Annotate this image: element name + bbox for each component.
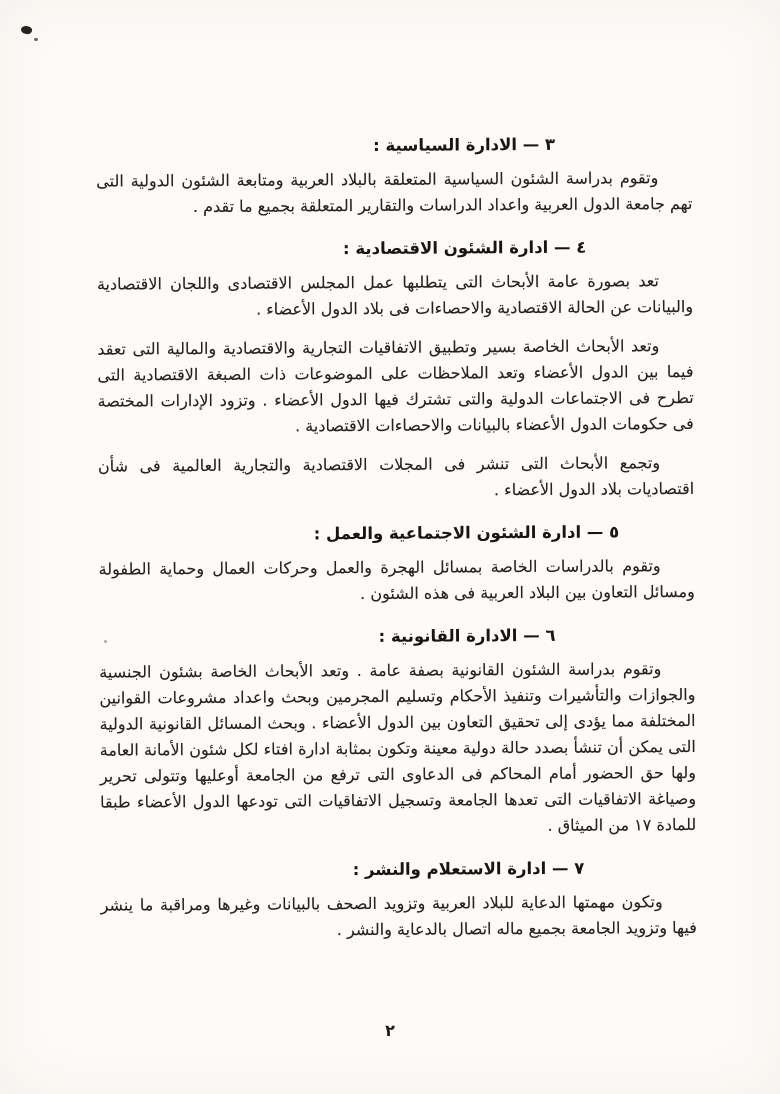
section-paragraph: تعد بصورة عامة الأبحاث التى يتطلبها عمل المجلس الاقتصادى واللجان الاقتصادية والبيانات عن الحالة الاقتصادية والاحصاءات فى بلاد الدول الأعضاء . xyxy=(96,271,694,319)
section-paragraph: وتقوم بدراسة الشئون القانونية بصفة عامة . وتعد الأبحاث الخاصة بشئون الجنسية والجوازات والتأشيرات وتنفيذ الأحكام وتسليم المجرمين وبحث واعداد مشروعات القوانين المختلفة مما يؤدى إلى تحقيق التعاون بين الدول الأعضاء . وبحث المسائل القانونية الدولية التى يمكن أن تنشأ بصدد حالة دولية معينة وتكون بمثابة ادارة افتاء لكل شئون الأمانة العامة ولها حق الحضور أمام المحاكم فى الدعاوى التى ترفع من الجامعة أوعليها وتتولى تحرير وصياغة الاتفاقيات التى تعدها الجامعة وتسجيل الاتفاقيات التى تودعها الدول الأعضاء طبقا للمادة ١٧ من الميثاق . xyxy=(99,659,697,835)
section-heading-political-administration: ٣ — الادارة السياسية : xyxy=(373,134,556,155)
scan-speck xyxy=(34,38,38,41)
section-heading-social-affairs-labor: ٥ — ادارة الشئون الاجتماعية والعمل : xyxy=(313,522,620,544)
section-paragraph: وتقوم بالدراسات الخاصة بمسائل الهجرة والعمل وحركات العمال وحماية الطفولة ومسائل التعاون بين البلاد العربية فى هذه الشئون . xyxy=(98,556,695,604)
section-heading-economic-affairs: ٤ — ادارة الشئون الاقتصادية : xyxy=(342,237,587,259)
page-number: ٢ xyxy=(385,1021,395,1040)
section-heading-legal-administration: ٦ — الادارة القانونية : xyxy=(378,625,556,646)
document-content xyxy=(96,134,697,958)
section-paragraph: وتجمع الأبحاث التى تنشر فى المجلات الاقتصادية والتجارية العالمية فى شأن اقتصاديات بلاد الدول الأعضاء . xyxy=(97,453,695,500)
scan-speck xyxy=(20,24,33,35)
section-paragraph: وتعد الأبحاث الخاصة بسير وتطبيق الاتفاقيات التجارية والاقتصادية والمالية التى تعقد فيما بين الدول الأعضاء وتعد الملاحظات على الموضوعات ذات الصبغة الاقتصادية التى تطرح فى الاجتماعات الدولية والتى تشترك فيها الدول الأعضاء . وتزود الإدارات المختصة فى حكومات الدول الأعضاء بالبيانات والاحصاءات الاقتصادية . xyxy=(97,336,694,436)
section-paragraph: وتكون مهمتها الدعاية للبلاد العربية وتزويد الصحف بالبيانات وغيرها ومراقبة ما ينشر فيها وتزويد الجامعة بجميع ماله اتصال بالدعاية والنشر . xyxy=(100,892,697,940)
section-heading-information-publishing: ٧ — ادارة الاستعلام والنشر : xyxy=(352,858,585,880)
section-paragraph: وتقوم بدراسة الشئون السياسية المتعلقة بالبلاد العربية ومتابعة الشئون الدولية التى تهم جامعة الدول العربية واعداد الدراسات والتقارير المتعلقة بجميع ما تقدم . xyxy=(96,168,693,217)
